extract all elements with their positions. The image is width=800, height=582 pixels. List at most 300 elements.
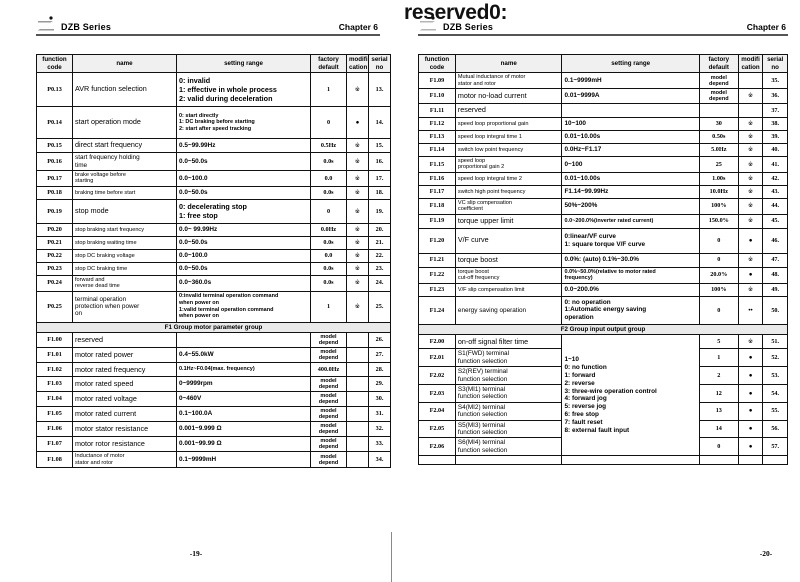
table-row xyxy=(37,73,391,107)
table-row xyxy=(419,267,788,283)
cell-serial-no: 40. xyxy=(763,144,788,157)
cell-factory-default: 0.5Hz xyxy=(311,139,347,153)
cell-serial-no: 15. xyxy=(369,139,391,153)
cell-factory-default: model depend xyxy=(311,407,347,422)
cell-serial-no: 27. xyxy=(369,348,391,363)
cell-setting-range: 0: decelerating stop 1: free stop xyxy=(177,199,311,223)
cell-setting-range: 0.4~55.0kW xyxy=(177,348,311,363)
cell-serial-no: 37. xyxy=(763,104,788,118)
col-setting-range: setting range xyxy=(177,55,311,73)
cell-setting-range: 0.0~100.0 xyxy=(177,249,311,262)
cell-name: motor rated current xyxy=(73,407,177,422)
cell-function-code: F1.14 xyxy=(419,144,456,157)
cell-name: S2(REV) terminal function selection xyxy=(455,367,562,385)
cell-function-code: F2.02 xyxy=(419,367,456,385)
cell-name: on-off signal filter time xyxy=(455,335,562,349)
cell-factory-default: model depend xyxy=(699,89,738,104)
cell-setting-range: 0.01~9999A xyxy=(562,89,699,104)
cell-modification xyxy=(347,333,369,348)
cell-setting-range: 0.0~100.0 xyxy=(177,171,311,187)
cell-function-code: F1.07 xyxy=(37,437,73,452)
table-row xyxy=(37,333,391,348)
table-row xyxy=(37,452,391,468)
cell-function-code: P0.24 xyxy=(37,275,73,291)
cell-name: direct start frequency xyxy=(73,139,177,153)
cell-setting-range: 0.0~50.0s xyxy=(177,153,311,171)
cell-setting-range: F1.14~99.99Hz xyxy=(562,185,699,198)
cell-factory-default: 20.0% xyxy=(699,267,738,283)
cell-modification xyxy=(347,377,369,392)
cell-setting-range: 0~460V xyxy=(177,392,311,407)
cell-factory-default: 0 xyxy=(699,228,738,253)
cell-serial-no: 33. xyxy=(369,437,391,452)
page-left xyxy=(0,0,392,582)
table-header-right xyxy=(419,55,788,73)
spacer-cell xyxy=(699,456,738,465)
cell-setting-range: 0: invalid 1: effective in whole process 2: valid during deceleration xyxy=(177,73,311,107)
cell-serial-no: 34. xyxy=(369,452,391,468)
cell-function-code: P0.18 xyxy=(37,186,73,199)
cell-function-code: F2.00 xyxy=(419,335,456,349)
cell-factory-default: 1.00s xyxy=(699,172,738,185)
cell-name: motor rated speed xyxy=(73,377,177,392)
cell-serial-no: 24. xyxy=(369,275,391,291)
cell-factory-default: model depend xyxy=(311,348,347,363)
cell-factory-default: 0.0 xyxy=(311,249,347,262)
cell-serial-no: 31. xyxy=(369,407,391,422)
cell-function-code: P0.14 xyxy=(37,107,73,139)
cell-serial-no: 18. xyxy=(369,186,391,199)
cell-function-code: P0.16 xyxy=(37,153,73,171)
header-rule xyxy=(418,34,788,36)
cell-function-code: P0.19 xyxy=(37,199,73,223)
table-row xyxy=(37,249,391,262)
cell-factory-default: 1 xyxy=(699,349,738,367)
cell-serial-no: 38. xyxy=(763,118,788,131)
cell-serial-no: 43. xyxy=(763,185,788,198)
cell-factory-default: model depend xyxy=(311,377,347,392)
cell-serial-no: 54. xyxy=(763,385,788,403)
cell-modification: ※ xyxy=(347,262,369,275)
cell-factory-default: 0 xyxy=(699,296,738,324)
cell-setting-range: 0.1~9999mH xyxy=(562,73,699,89)
cell-setting-range: 0.1~9999mH xyxy=(177,452,311,468)
cell-serial-no: 35. xyxy=(763,73,788,89)
cell-function-code: F1.09 xyxy=(419,73,456,89)
cell-serial-no: 42. xyxy=(763,172,788,185)
table-row xyxy=(37,291,391,322)
page-number-right: -20- xyxy=(759,549,773,558)
cell-modification: ※ xyxy=(738,172,763,185)
cell-serial-no: 14. xyxy=(369,107,391,139)
table-row xyxy=(37,275,391,291)
cell-function-code: P0.21 xyxy=(37,236,73,249)
col-modification: modifi cation xyxy=(347,55,369,73)
cell-setting-range: 0~9999rpm xyxy=(177,377,311,392)
cell-setting-range: 0.001~99.99 Ω xyxy=(177,437,311,452)
table-row xyxy=(419,214,788,228)
cell-function-code: F1.18 xyxy=(419,198,456,214)
table-row xyxy=(37,236,391,249)
table-row xyxy=(37,223,391,236)
cell-name: terminal operation protection when power on xyxy=(73,291,177,322)
cell-factory-default: 2 xyxy=(699,367,738,385)
col-name: name xyxy=(455,55,562,73)
table-row xyxy=(37,262,391,275)
cell-setting-range: 0.0%: (auto) 0.1%~30.0% xyxy=(562,253,699,267)
cell-function-code: P0.15 xyxy=(37,139,73,153)
cell-modification: ※ xyxy=(347,249,369,262)
cell-function-code: F1.02 xyxy=(37,363,73,377)
cell-setting-range xyxy=(177,333,311,348)
cell-factory-default: 5 xyxy=(699,335,738,349)
cell-name: reserved xyxy=(73,333,177,348)
cell-factory-default: 0.0s xyxy=(311,153,347,171)
cell-factory-default: 1 xyxy=(311,291,347,322)
table-row xyxy=(419,253,788,267)
cell-serial-no: 51. xyxy=(763,335,788,349)
spacer-cell xyxy=(419,456,456,465)
cell-serial-no: 22. xyxy=(369,249,391,262)
cell-setting-range: 0.5~99.99Hz xyxy=(177,139,311,153)
cell-modification: ※ xyxy=(738,185,763,198)
cell-function-code: F1.03 xyxy=(37,377,73,392)
cell-modification xyxy=(347,452,369,468)
col-function-code: function code xyxy=(37,55,73,73)
cell-modification: ※ xyxy=(347,236,369,249)
cell-name: motor no-load current xyxy=(455,89,562,104)
cell-modification xyxy=(347,437,369,452)
table-row xyxy=(419,118,788,131)
group-header-label: F2 Group input output group xyxy=(419,324,788,335)
cell-function-code: F2.06 xyxy=(419,438,456,456)
cell-factory-default: 0 xyxy=(311,107,347,139)
cell-modification: ※ xyxy=(738,89,763,104)
page-header-left xyxy=(36,10,380,40)
cell-function-code: F1.08 xyxy=(37,452,73,468)
cell-name: motor rated frequency xyxy=(73,363,177,377)
cell-setting-range: 0.0~50.0s xyxy=(177,236,311,249)
cell-serial-no: 56. xyxy=(763,420,788,438)
table-row xyxy=(37,139,391,153)
cell-setting-range: 0.1~100.0A xyxy=(177,407,311,422)
cell-serial-no: 23. xyxy=(369,262,391,275)
cell-modification xyxy=(347,363,369,377)
cell-name: torque boost cut-off frequency xyxy=(455,267,562,283)
table-row xyxy=(419,185,788,198)
spacer-row xyxy=(419,456,788,465)
cell-factory-default: model depend xyxy=(311,392,347,407)
cell-setting-range: 0:invalid terminal operation command when power on 1:valid terminal operation command when power on xyxy=(177,291,311,322)
cell-function-code: F1.05 xyxy=(37,407,73,422)
cell-name: VC slip compensation coefficient xyxy=(455,198,562,214)
cell-serial-no: 36. xyxy=(763,89,788,104)
cell-setting-range: 0.0%~50.0%(relative to motor rated frequency) xyxy=(562,267,699,283)
cell-factory-default: 0.0Hz xyxy=(311,223,347,236)
group-header-label: F1 Group motor parameter group xyxy=(37,322,391,333)
cell-modification: ※ xyxy=(347,291,369,322)
cell-name: S5(MI3) terminal function selection xyxy=(455,420,562,438)
cell-setting-range: 0.0Hz~F1.17 xyxy=(562,144,699,157)
cell-modification: ※ xyxy=(347,275,369,291)
cell-function-code: F2.03 xyxy=(419,385,456,403)
group-header-row xyxy=(419,324,788,335)
cell-factory-default: 0.0s xyxy=(311,275,347,291)
cell-factory-default: 0.0s xyxy=(311,236,347,249)
cell-name: speed loop proportional gain xyxy=(455,118,562,131)
cell-name: motor rated power xyxy=(73,348,177,363)
reserved-overlay-text: reserved0: xyxy=(404,1,508,24)
cell-serial-no: 32. xyxy=(369,422,391,437)
group-header-row xyxy=(37,322,391,333)
cell-modification: ● xyxy=(738,228,763,253)
cell-setting-range: 0.0~ 99.99Hz xyxy=(177,223,311,236)
cell-modification xyxy=(738,104,763,118)
table-row xyxy=(37,422,391,437)
cell-function-code: P0.13 xyxy=(37,73,73,107)
table-row xyxy=(37,107,391,139)
cell-name: speed loop integral time 1 xyxy=(455,131,562,144)
table-row xyxy=(37,363,391,377)
spacer-cell xyxy=(738,456,763,465)
col-serial-no: serial no xyxy=(763,55,788,73)
parameter-table-left xyxy=(36,54,391,468)
cell-name: torque boost xyxy=(455,253,562,267)
cell-modification: ※ xyxy=(738,157,763,173)
parameter-table-right xyxy=(418,54,788,465)
cell-name: motor stator resistance xyxy=(73,422,177,437)
cell-name: stop braking waiting time xyxy=(73,236,177,249)
cell-setting-range: 0.0~200.0%(inverter rated current) xyxy=(562,214,699,228)
cell-function-code: P0.25 xyxy=(37,291,73,322)
cell-function-code: F1.19 xyxy=(419,214,456,228)
cell-factory-default: 10.0Hz xyxy=(699,185,738,198)
cell-name: S6(MI4) terminal function selection xyxy=(455,438,562,456)
cell-modification: ※ xyxy=(738,253,763,267)
cell-setting-range: 0: start directly 1: DC braking before starting 2: start after speed tracking xyxy=(177,107,311,139)
cell-name: Inductance of motor stator and rotor xyxy=(73,452,177,468)
cell-setting-range: 0.0~200.0% xyxy=(562,283,699,296)
cell-modification: ● xyxy=(738,438,763,456)
col-name: name xyxy=(73,55,177,73)
table-row xyxy=(37,437,391,452)
cell-function-code: F1.10 xyxy=(419,89,456,104)
cell-factory-default: 100% xyxy=(699,198,738,214)
cell-factory-default: 150.0% xyxy=(699,214,738,228)
cell-name: motor rotor resistance xyxy=(73,437,177,452)
cell-serial-no: 47. xyxy=(763,253,788,267)
cell-serial-no: 52. xyxy=(763,349,788,367)
table-row xyxy=(419,144,788,157)
table-row xyxy=(419,283,788,296)
table-row xyxy=(37,348,391,363)
cell-serial-no: 30. xyxy=(369,392,391,407)
cell-serial-no: 25. xyxy=(369,291,391,322)
cell-serial-no: 19. xyxy=(369,199,391,223)
header-row xyxy=(419,55,788,73)
cell-serial-no: 16. xyxy=(369,153,391,171)
cell-function-code: F1.11 xyxy=(419,104,456,118)
cell-factory-default: 13 xyxy=(699,402,738,420)
cell-modification: ※ xyxy=(738,131,763,144)
cell-modification: ● xyxy=(738,367,763,385)
cell-serial-no: 45. xyxy=(763,214,788,228)
page-gutter-divider xyxy=(391,532,392,582)
chapter-label: Chapter 6 xyxy=(746,22,786,32)
table-row xyxy=(419,73,788,89)
table-body-left xyxy=(37,73,391,468)
table-row xyxy=(37,186,391,199)
cell-name: start frequency holding time xyxy=(73,153,177,171)
table-body-right xyxy=(419,73,788,465)
cell-function-code: F1.24 xyxy=(419,296,456,324)
cell-modification: ※ xyxy=(347,199,369,223)
cell-modification xyxy=(347,392,369,407)
cell-setting-range: 0.01~10.00s xyxy=(562,131,699,144)
chapter-label: Chapter 6 xyxy=(338,22,378,32)
page-number-left: -19- xyxy=(189,549,203,558)
cell-modification: ※ xyxy=(347,223,369,236)
table-row xyxy=(419,296,788,324)
cell-setting-range: 50%~200% xyxy=(562,198,699,214)
table-row xyxy=(419,131,788,144)
cell-serial-no: 13. xyxy=(369,73,391,107)
cell-factory-default: 0 xyxy=(699,438,738,456)
cell-setting-range: 0~100 xyxy=(562,157,699,173)
cell-name: brake voltage before starting xyxy=(73,171,177,187)
cell-factory-default: 0 xyxy=(699,253,738,267)
col-factory-default: factory default xyxy=(699,55,738,73)
cell-modification: ※ xyxy=(738,198,763,214)
cell-setting-range: 10~100 xyxy=(562,118,699,131)
cell-serial-no: 57. xyxy=(763,438,788,456)
table-header-left xyxy=(37,55,391,73)
cell-function-code: F1.23 xyxy=(419,283,456,296)
table-row xyxy=(37,392,391,407)
cell-name: reserved xyxy=(455,104,562,118)
cell-serial-no: 41. xyxy=(763,157,788,173)
cell-serial-no: 48. xyxy=(763,267,788,283)
cell-name: motor rated voltage xyxy=(73,392,177,407)
cell-factory-default: 30 xyxy=(699,118,738,131)
cell-name: V/F curve xyxy=(455,228,562,253)
cell-modification xyxy=(347,422,369,437)
col-serial-no: serial no xyxy=(369,55,391,73)
cell-function-code: F2.04 xyxy=(419,402,456,420)
cell-name: energy saving operation xyxy=(455,296,562,324)
cell-setting-range: 0.0~50.0s xyxy=(177,262,311,275)
cell-modification: ● xyxy=(738,267,763,283)
cell-modification: ※ xyxy=(738,214,763,228)
table-row xyxy=(419,228,788,253)
cell-factory-default: model depend xyxy=(311,452,347,468)
cell-function-code: F1.22 xyxy=(419,267,456,283)
cell-factory-default: 0.0s xyxy=(311,186,347,199)
cell-name: stop braking start frequency xyxy=(73,223,177,236)
cell-setting-range: 0.001~9.999 Ω xyxy=(177,422,311,437)
cell-name: S1(FWD) terminal function selection xyxy=(455,349,562,367)
brand-block xyxy=(36,16,111,32)
cell-factory-default: model depend xyxy=(699,73,738,89)
cell-serial-no: 26. xyxy=(369,333,391,348)
cell-factory-default: 0.50s xyxy=(699,131,738,144)
cell-setting-range: 0:linear/VF curve 1: square torque V/F curve xyxy=(562,228,699,253)
cell-setting-range-merged: 1~10 0: no function 1: forward 2: reverse 3: three-wire operation control 4: forward jog 5: reverse jog 6: free stop 7: fault reset 8: external fault input xyxy=(562,335,699,456)
cell-serial-no: 46. xyxy=(763,228,788,253)
table-row xyxy=(37,407,391,422)
cell-name: start operation mode xyxy=(73,107,177,139)
cell-modification: ● xyxy=(738,420,763,438)
cell-name: AVR function selection xyxy=(73,73,177,107)
cell-modification xyxy=(738,73,763,89)
cell-modification: ※ xyxy=(347,139,369,153)
cell-setting-range: 0.0~50.0s xyxy=(177,186,311,199)
cell-function-code: F1.04 xyxy=(37,392,73,407)
cell-serial-no: 21. xyxy=(369,236,391,249)
cell-serial-no: 29. xyxy=(369,377,391,392)
cell-modification xyxy=(347,407,369,422)
cell-modification: ● xyxy=(738,402,763,420)
cell-function-code: P0.22 xyxy=(37,249,73,262)
cell-function-code: F1.12 xyxy=(419,118,456,131)
cell-setting-range: 0: no operation 1:Automatic energy saving operation xyxy=(562,296,699,324)
cell-setting-range xyxy=(562,104,699,118)
cell-factory-default: 1 xyxy=(311,73,347,107)
cell-function-code: P0.20 xyxy=(37,223,73,236)
cell-factory-default: 12 xyxy=(699,385,738,403)
cell-function-code: P0.17 xyxy=(37,171,73,187)
cell-factory-default: 100% xyxy=(699,283,738,296)
cell-modification: ● xyxy=(738,385,763,403)
cell-name: stop DC braking time xyxy=(73,262,177,275)
cell-serial-no: 49. xyxy=(763,283,788,296)
spacer-cell xyxy=(562,456,699,465)
cell-modification: ※ xyxy=(738,335,763,349)
cell-name: torque upper limit xyxy=(455,214,562,228)
table-row xyxy=(419,104,788,118)
cell-serial-no: 53. xyxy=(763,367,788,385)
cell-modification: ※ xyxy=(738,118,763,131)
cell-serial-no: 20. xyxy=(369,223,391,236)
cell-name: switch high point frequency xyxy=(455,185,562,198)
table-row xyxy=(37,199,391,223)
cell-modification: ※ xyxy=(347,73,369,107)
cell-modification xyxy=(347,348,369,363)
cell-setting-range: 0.01~10.00s xyxy=(562,172,699,185)
table-row xyxy=(37,171,391,187)
cell-function-code: F1.21 xyxy=(419,253,456,267)
cell-serial-no: 28. xyxy=(369,363,391,377)
cell-factory-default: 0 xyxy=(311,199,347,223)
cell-factory-default: 5.0Hz xyxy=(699,144,738,157)
table-row xyxy=(37,153,391,171)
cell-serial-no: 50. xyxy=(763,296,788,324)
spacer-cell xyxy=(763,456,788,465)
cell-modification: •• xyxy=(738,296,763,324)
cell-factory-default: 14 xyxy=(699,420,738,438)
header-rule xyxy=(36,34,380,36)
cell-modification: ● xyxy=(347,107,369,139)
cell-function-code: F1.16 xyxy=(419,172,456,185)
cell-name: speed loop proportional gain 2 xyxy=(455,157,562,173)
dzb-logo-icon xyxy=(36,16,56,32)
col-factory-default: factory default xyxy=(311,55,347,73)
cell-modification: ※ xyxy=(738,144,763,157)
cell-name: forward and reverse dead time xyxy=(73,275,177,291)
page-right xyxy=(392,0,800,582)
brand-title: DZB Series xyxy=(443,22,494,32)
cell-modification: ● xyxy=(738,349,763,367)
